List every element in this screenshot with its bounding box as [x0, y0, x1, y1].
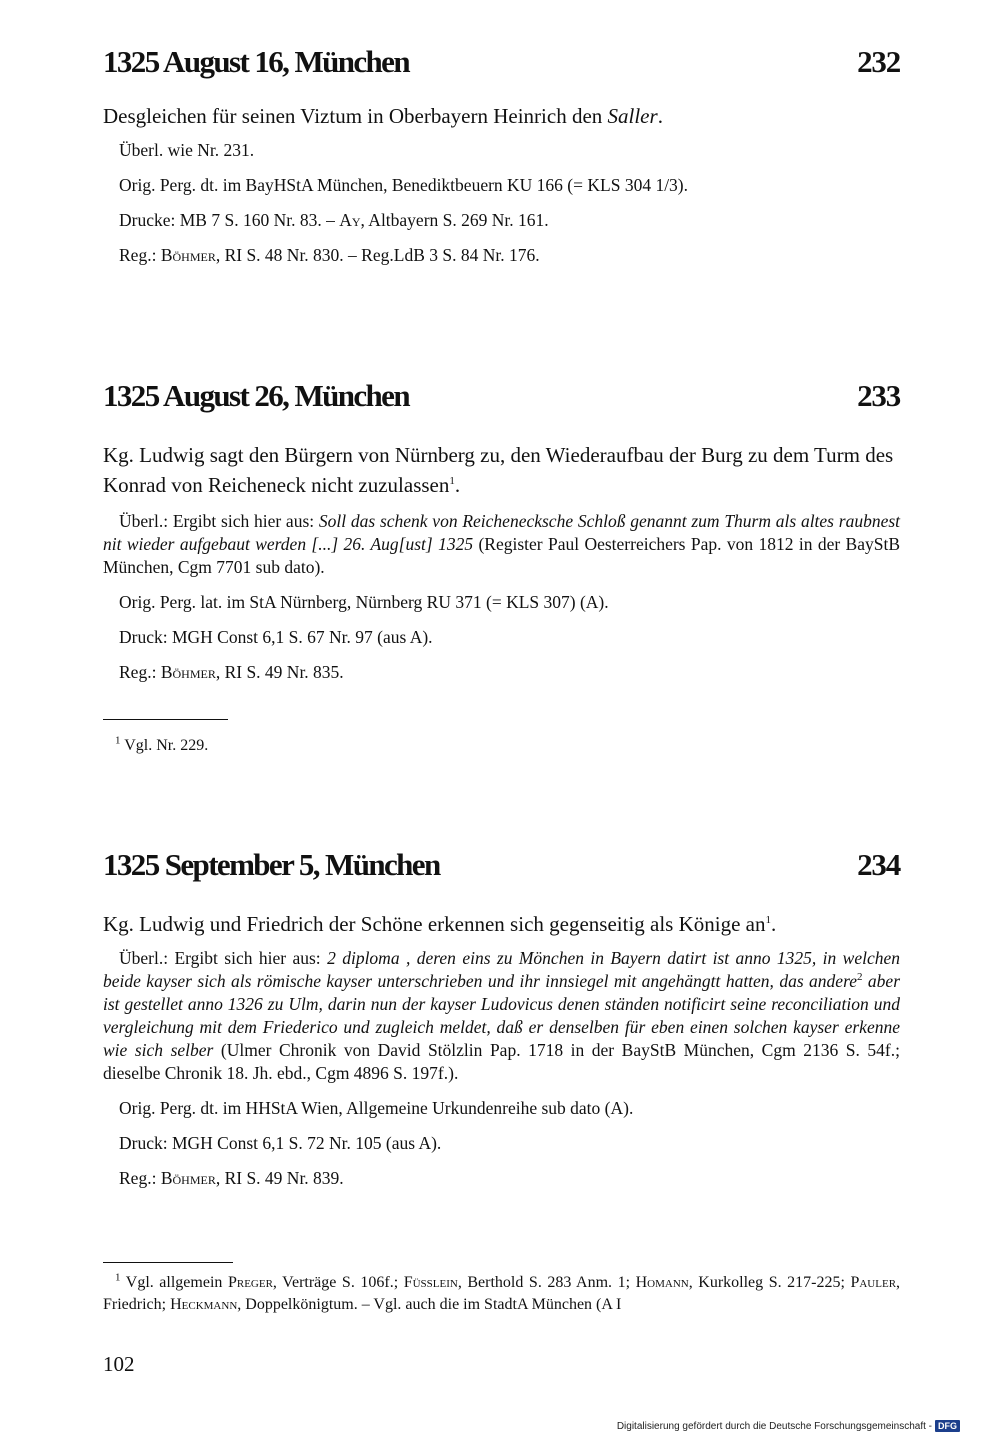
footnote-rule [103, 1262, 233, 1263]
entry-summary: Desgleichen für seinen Viztum in Oberbayern Heinrich den Saller. [103, 104, 663, 128]
print-note: Druck: MGH Const 6,1 S. 72 Nr. 105 (aus A). [119, 1133, 442, 1153]
entry-header [103, 44, 900, 84]
dfg-logo: DFG [935, 1420, 960, 1432]
original-note: Orig. Perg. dt. im HHStA Wien, Allgemeine Urkundenreihe sub dato (A). [119, 1098, 634, 1118]
register-note: Reg.: Böhmer, RI S. 49 Nr. 835. [119, 662, 344, 682]
digitization-credit [617, 1420, 960, 1432]
entry-232 [103, 44, 900, 267]
original-note: Orig. Perg. dt. im BayHStA München, Benediktbeuern KU 166 (= KLS 304 1/3). [119, 175, 689, 195]
footnote-rule [103, 719, 228, 720]
footnote: $^1$ Vgl. Nr. 229. [115, 734, 209, 754]
register-note: Reg.: Böhmer, RI S. 48 Nr. 830. – Reg.LdB 3 S. 84 Nr. 176. [119, 245, 540, 265]
entry-heading: 1325 August 16, München [103, 44, 409, 79]
entry-number: 234 [857, 847, 900, 882]
entry-number: 233 [857, 378, 900, 413]
footnote: $^1$ Vgl. allgemein Preger, Verträge S. 106f.; Füsslein, Berthold S. 283 Anm. 1; Homann, Kurkolleg S. 217-225; Pauler, Friedrich; Heckmann, Doppelkönigtum. – Vgl. auch die im StadtA München (A I [103, 1271, 901, 1313]
entry-234 [103, 847, 900, 1190]
transmission-note: Überl.: Ergibt sich hier aus: Soll das schenk von Reichenecksche Schloß genannt zum Thurm als altes raubnest nit wieder aufgebaut werden [...] 26. Aug[ust] 1325 (Register Paul Oesterreichers Pap. von 1812 in der BayStB München, Cgm 7701 sub dato). [103, 511, 901, 577]
transmission-note: Überl.: Ergibt sich hier aus: 2 diploma , deren eins zu Mönchen in Bayern datirt ist anno 1325, in welchen beide kayser sich als römische kayser unterschrieben und ihr innsiegel mit angehängtt hatten, das andere$^2$ aber ist gestellet anno 1326 zu Ulm, darin nun der kayser Ludovicus denen ständen notificirt seine reconciliation und vergleichung mit dem Friederico und zugleich meldet, daß er denselben für eben einen solchen kayser erkenne wie sich selber (Ulmer Chronik von David Stölzlin Pap. 1718 in der BayStB München, Cgm 2136 S. 54f.; dieselbe Chronik 18. Jh. ebd., Cgm 4896 S. 197f.). [103, 948, 901, 1083]
entry-233 [103, 378, 900, 684]
original-note: Orig. Perg. lat. im StA Nürnberg, Nürnberg RU 371 (= KLS 307) (A). [119, 592, 609, 612]
print-note: Druck: MGH Const 6,1 S. 67 Nr. 97 (aus A). [119, 627, 433, 647]
entry-heading: 1325 August 26, München [103, 378, 409, 413]
credit-text: Digitalisierung gefördert durch die Deutsche Forschungsgemeinschaft - [616, 1420, 932, 1432]
entry-heading: 1325 September 5, München [103, 847, 440, 882]
entry-header [103, 378, 900, 418]
register-note: Reg.: Böhmer, RI S. 49 Nr. 839. [119, 1168, 344, 1188]
entry-header [103, 847, 900, 887]
entry-number: 232 [857, 44, 900, 79]
page-number: 102 [103, 1352, 135, 1376]
transmission-note: Überl. wie Nr. 231. [119, 140, 255, 160]
entry-summary: Kg. Ludwig und Friedrich der Schöne erkennen sich gegenseitig als Könige $an^1$. [103, 912, 777, 936]
print-note: Drucke: MB 7 S. 160 Nr. 83. – Ay, Altbayern S. 269 Nr. 161. [119, 210, 549, 230]
entry-summary: Kg. Ludwig sagt den Bürgern von Nürnberg zu, den Wiederaufbau der Burg zu dem Turm des Konrad von Reicheneck nicht zuzulassen$^1$. [103, 443, 894, 497]
